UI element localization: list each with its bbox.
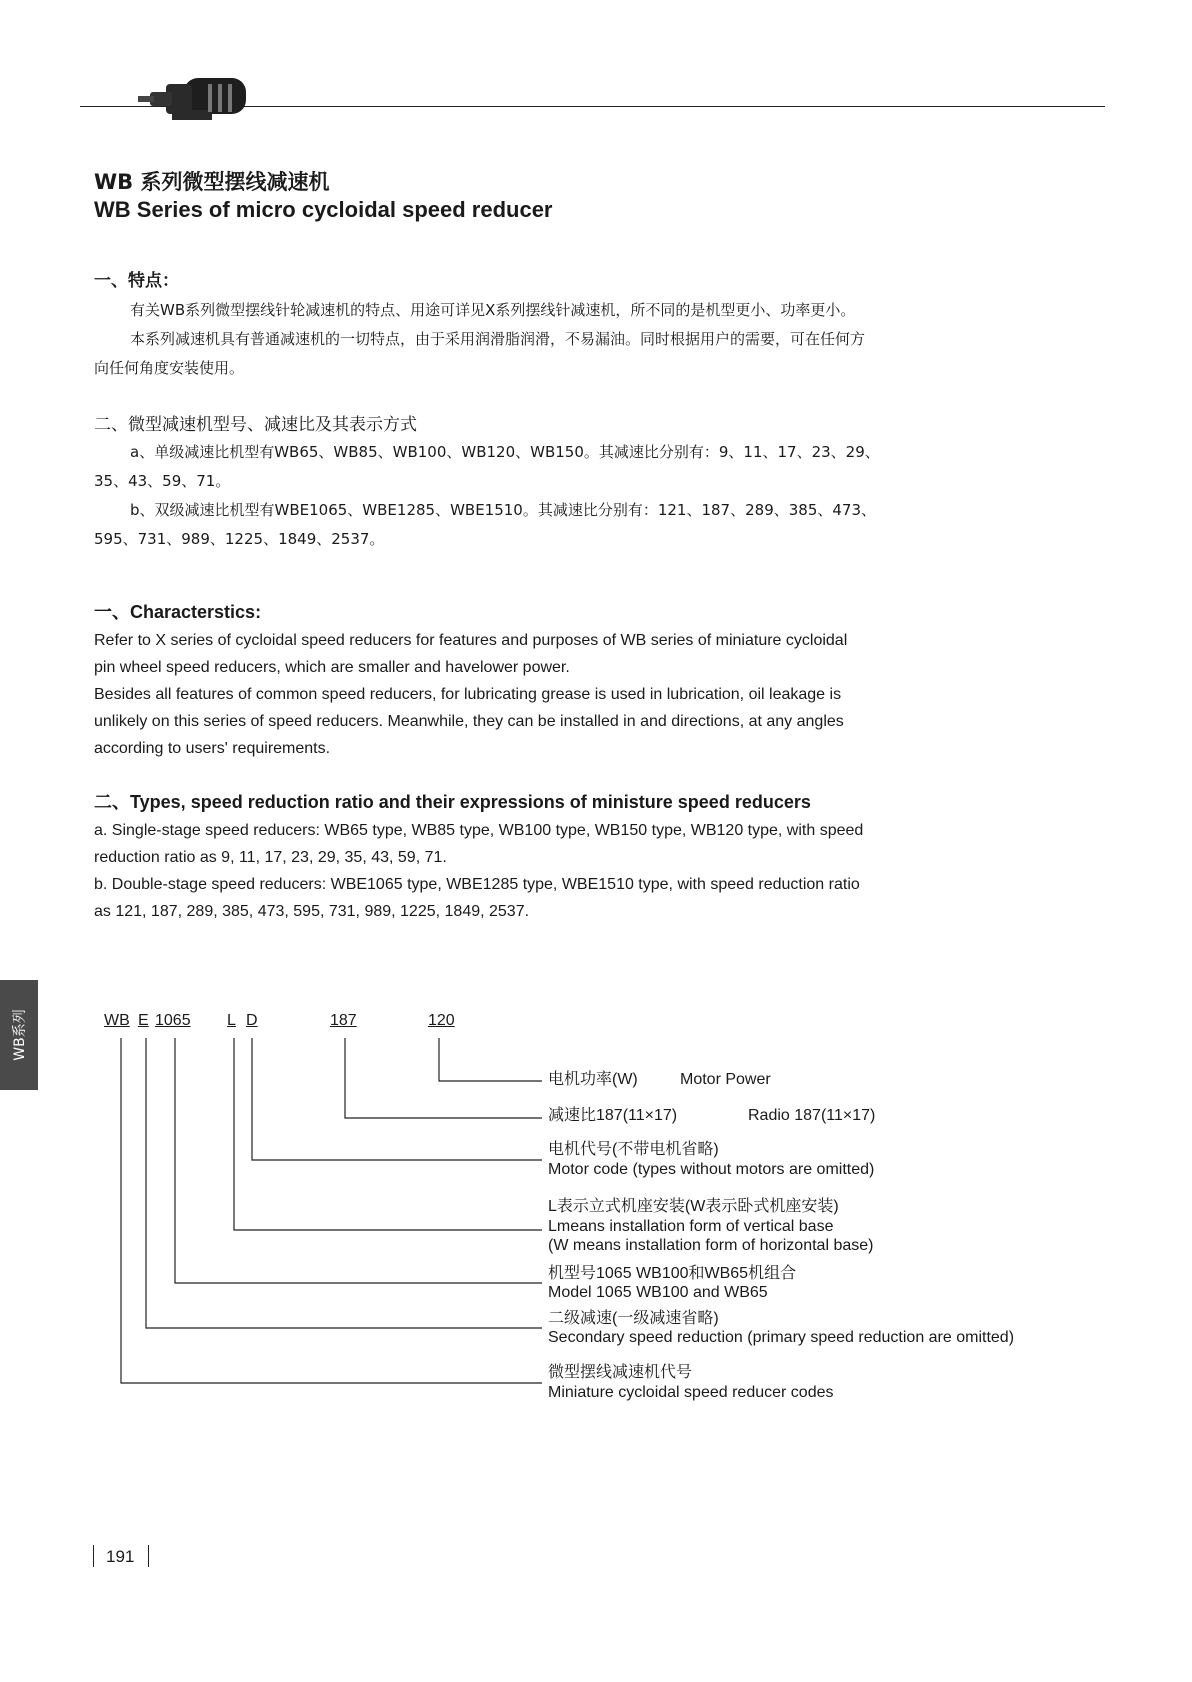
en-char-line-1: Refer to X series of cycloidal speed reducers for features and purposes of WB series of miniature cycloidal <box>94 632 848 649</box>
page-number-bar-left <box>93 1545 94 1567</box>
label-codes-zh: 微型摆线减速机代号 <box>548 1364 693 1381</box>
label-base-en: Lmeans installation form of vertical base <box>548 1218 834 1235</box>
label-secondary-en: Secondary speed reduction (primary speed reduction are omitted) <box>548 1329 1015 1346</box>
zh-types-b-line-1: b、双级减速比机型有WBE1065、WBE1285、WBE1510。其减速比分别有：121、187、289、385、473、 <box>130 501 876 519</box>
zh-types-a-line-2: 35、43、59、71。 <box>94 472 231 490</box>
code-1065: 1065 <box>155 1012 191 1029</box>
title-en: WB Series of micro cycloidal speed reducer <box>94 197 553 222</box>
label-base-en-2: (W means installation form of horizontal base) <box>548 1237 874 1254</box>
en-types-a-line-2: reduction ratio as 9, 11, 17, 23, 29, 35, 43, 59, 71. <box>94 849 447 866</box>
en-heading-characteristics: 一、Characterstics: <box>94 602 262 622</box>
en-types-a-line-1: a. Single-stage speed reducers: WB65 type, WB85 type, WB100 type, WB150 type, WB120 type, with speed <box>94 822 864 839</box>
page-number-bar-right <box>148 1545 149 1567</box>
zh-features-line-1: 有关WB系列微型摆线针轮减速机的特点、用途可详见X系列摆线针减速机，所不同的是机型更小、功率更小。 <box>130 301 856 319</box>
label-model-zh: 机型号1065 WB100和WB65机组合 <box>548 1265 797 1282</box>
zh-features-line-2: 本系列减速机具有普通减速机的一切特点，由于采用润滑脂润滑，不易漏油。同时根据用户的需要，可在任何方 <box>130 330 866 348</box>
en-char-line-3: Besides all features of common speed reducers, for lubricating grease is used in lubrication, oil leakage is <box>94 686 842 703</box>
zh-features-line-3: 向任何角度安装使用。 <box>94 359 245 377</box>
label-model-en: Model 1065 WB100 and WB65 <box>548 1284 768 1301</box>
title-zh: WB 系列微型摆线减速机 <box>94 170 330 194</box>
label-motor-code-zh: 电机代号(不带电机省略) <box>548 1141 719 1158</box>
side-tab-label: WB系列 <box>12 1009 28 1061</box>
code-e: E <box>138 1012 149 1029</box>
zh-heading-types: 二、微型减速机型号、减速比及其表示方式 <box>94 415 417 435</box>
label-motor-power-zh: 电机功率(W) <box>548 1071 638 1088</box>
label-motor-code-en: Motor code (types without motors are omitted) <box>548 1161 875 1178</box>
zh-types-a-line-1: a、单级减速比机型有WB65、WB85、WB100、WB120、WB150。其减速比分别有：9、11、17、23、29、 <box>130 443 880 461</box>
en-types-b-line-1: b. Double-stage speed reducers: WBE1065 type, WBE1285 type, WBE1510 type, with speed reduction ratio <box>94 876 860 893</box>
en-char-line-2: pin wheel speed reducers, which are smaller and havelower power. <box>94 659 570 676</box>
en-char-line-5: according to users' requirements. <box>94 740 331 757</box>
label-base-zh: L表示立式机座安装(W表示卧式机座安装) <box>548 1198 839 1215</box>
label-ratio-zh: 减速比187(11×17) <box>548 1107 678 1124</box>
label-ratio-en: Radio 187(11×17) <box>748 1107 876 1124</box>
code-wb: WB <box>104 1012 130 1029</box>
code-187: 187 <box>330 1012 357 1029</box>
label-secondary-zh: 二级减速(一级减速省略) <box>548 1310 719 1327</box>
page-number: 191 <box>106 1547 135 1566</box>
code-l: L <box>227 1012 236 1029</box>
code-120: 120 <box>428 1012 455 1029</box>
code-d: D <box>246 1012 258 1029</box>
label-motor-power-en: Motor Power <box>680 1071 771 1088</box>
en-char-line-4: unlikely on this series of speed reducers. Meanwhile, they can be installed in and directions, at any angles <box>94 713 844 730</box>
zh-types-b-line-2: 595、731、989、1225、1849、2537。 <box>94 530 385 548</box>
zh-heading-features: 一、特点： <box>94 271 179 291</box>
en-types-b-line-2: as 121, 187, 289, 385, 473, 595, 731, 989, 1225, 1849, 2537. <box>94 903 530 920</box>
label-codes-en: Miniature cycloidal speed reducer codes <box>548 1384 834 1401</box>
en-heading-types: 二、Types, speed reduction ratio and their expressions of ministure speed reducers <box>94 792 811 812</box>
